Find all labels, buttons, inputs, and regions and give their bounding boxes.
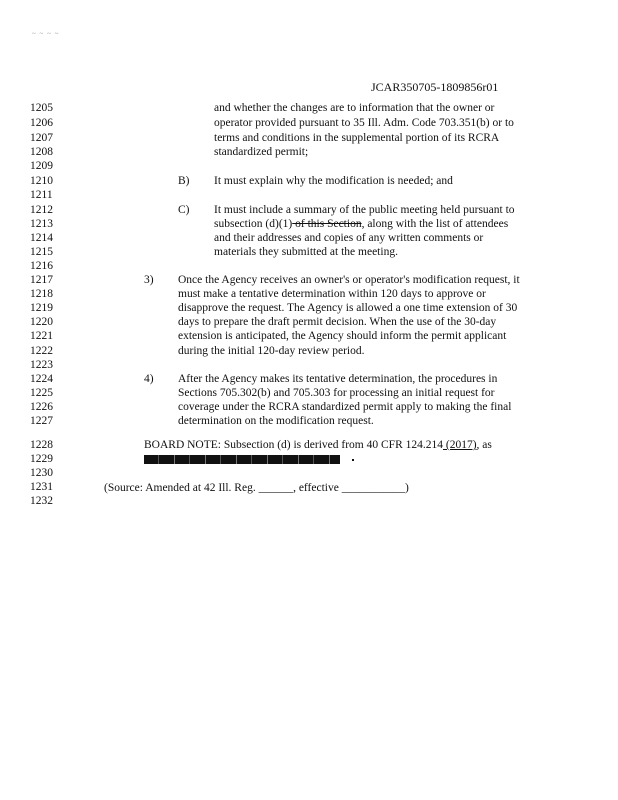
line-number: 1230 [30,467,53,479]
line-number: 1225 [30,387,53,399]
line-number: 1208 [30,146,53,158]
line-number: 1214 [30,232,53,244]
line-number: 1206 [30,117,53,129]
text-segment: BOARD NOTE: Subsection (d) is derived from 40 CFR 124.214 [144,439,443,451]
line-number: 1229 [30,453,53,465]
line-number: 1207 [30,132,53,144]
board-note [144,439,492,451]
line-number: 1227 [30,415,53,427]
line-number: 1232 [30,495,53,507]
text-line: extension is anticipated, the Agency should inform the permit applicant [178,330,507,342]
text-line: Once the Agency receives an owner's or operator's modification request, it [178,274,520,286]
line-number: 1221 [30,330,53,342]
text-line: It must explain why the modification is needed; and [214,175,453,187]
text-line: materials they submitted at the meeting. [214,246,398,258]
text-line: days to prepare the draft permit decision. When the use of the 30-day [178,316,497,328]
line-number: 1212 [30,204,53,216]
text-line: must make a tentative determination within 120 days to approve or [178,288,486,300]
line-number: 1231 [30,481,53,493]
line-number: 1213 [30,218,53,230]
text-line: After the Agency makes its tentative determination, the procedures in [178,373,498,385]
text-line: determination on the modification request. [178,415,374,427]
item-label-4: 4) [144,373,154,385]
line-number: 1228 [30,439,53,451]
period-mark [352,459,354,461]
inserted-text: (2017) [442,439,477,451]
line-number: 1209 [30,160,53,172]
line-number: 1226 [30,401,53,413]
text-segment: , along with the list of attendees [361,218,509,230]
text-line-amended [214,218,508,230]
line-number: 1211 [30,189,53,201]
text-line: during the initial 120-day review period. [178,345,365,357]
item-label-b: B) [178,175,190,187]
line-number: 1224 [30,373,53,385]
item-label-3: 3) [144,274,154,286]
text-line: It must include a summary of the public meeting held pursuant to [214,204,515,216]
text-line: and whether the changes are to information that the owner or [214,102,495,114]
line-number: 1216 [30,260,53,272]
text-line: disapprove the request. The Agency is allowed a one time extension of 30 [178,302,518,314]
document-id: JCAR350705-1809856r01 [371,80,499,94]
text-line: and their addresses and copies of any written comments or [214,232,484,244]
text-line: coverage under the RCRA standardized permit apply to making the final [178,401,512,413]
line-number: 1217 [30,274,53,286]
source-note: (Source: Amended at 42 Ill. Reg. ______, effective ___________) [104,482,409,494]
line-number: 1220 [30,316,53,328]
line-number: 1222 [30,345,53,357]
text-line: operator provided pursuant to 35 Ill. Adm. Code 703.351(b) or to [214,117,514,129]
text-line: standardized permit; [214,146,309,158]
item-label-c: C) [178,204,190,216]
line-number: 1218 [30,288,53,300]
line-number: 1223 [30,359,53,371]
line-number: 1210 [30,175,53,187]
text-segment: , as [476,439,492,451]
line-number: 1219 [30,302,53,314]
text-line: terms and conditions in the supplemental portion of its RCRA [214,132,500,144]
line-number: 1215 [30,246,53,258]
line-number: 1205 [30,102,53,114]
text-segment: subsection (d)(1) [214,218,293,230]
struck-text: of this Section [292,218,362,230]
redacted-text [144,455,340,464]
text-line: Sections 705.302(b) and 705.303 for processing an initial request for [178,387,495,399]
scan-artifact: ~ ~ ~ ~ [32,30,60,38]
